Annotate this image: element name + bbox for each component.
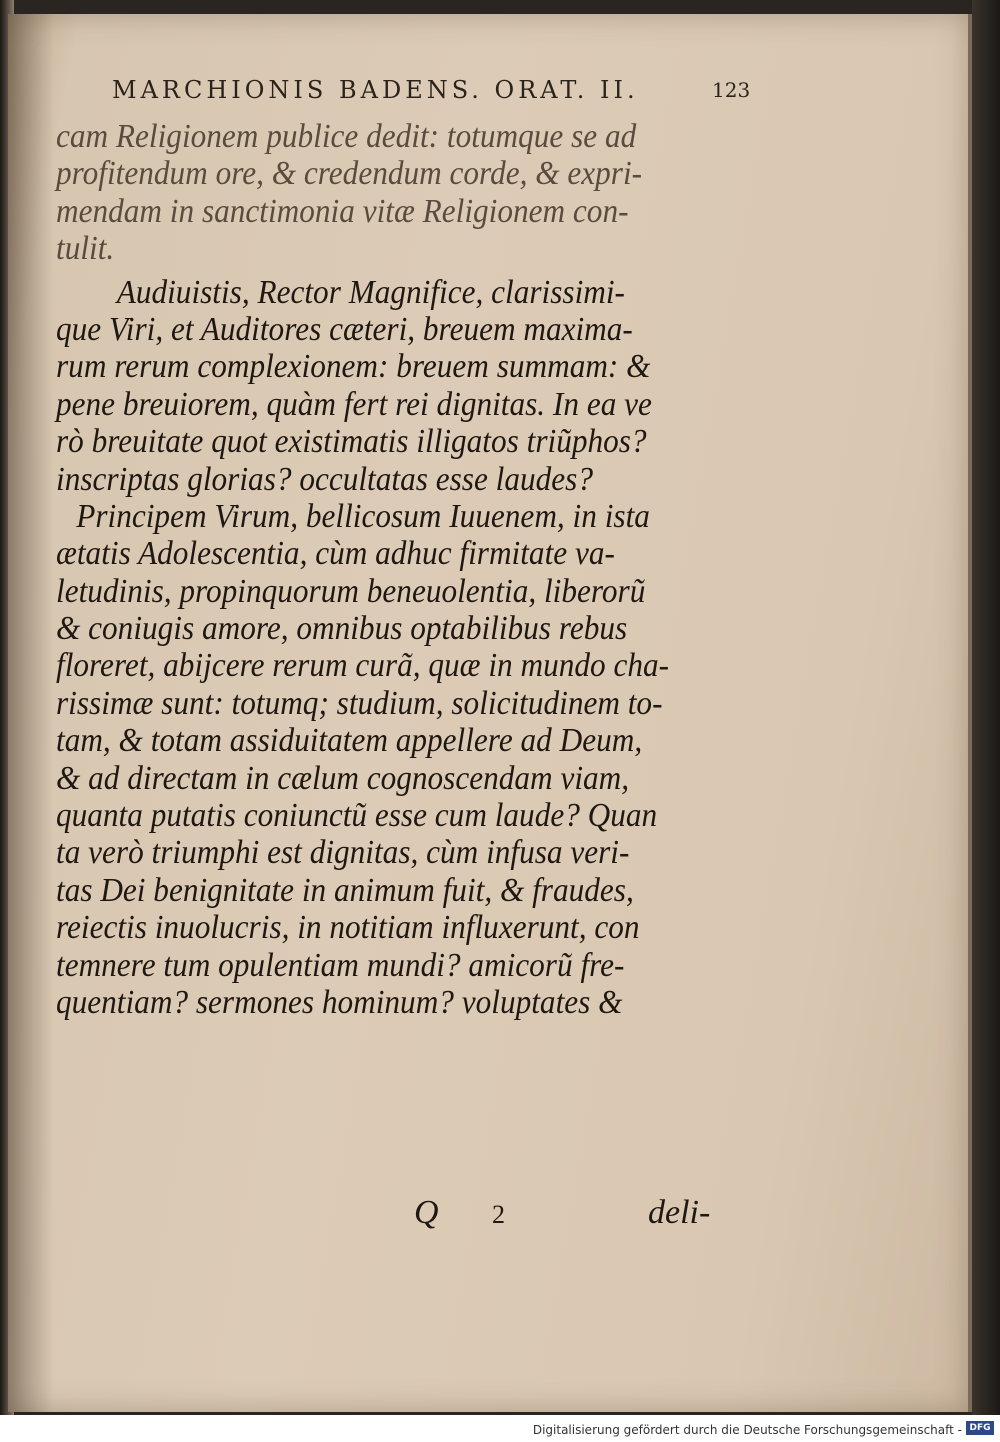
text-line: pene breuiorem, quàm fert rei dignitas. In ea ve: [56, 385, 652, 423]
text-line: rissimæ sunt: totumq; studium, solicitudinem to-: [56, 684, 663, 722]
running-head: MARCHIONIS BADENS. ORAT. II.: [112, 76, 639, 104]
dfg-logo-icon: DFG: [966, 1421, 994, 1435]
footer-credit: Digitalisierung gefördert durch die Deutsche Forschungsgemeinschaft -: [532, 1423, 962, 1437]
text-line: tas Dei benignitate in animum fuit, & fraudes,: [56, 871, 634, 909]
text-line: & coniugis amore, omnibus optabilibus rebus: [56, 610, 628, 648]
text-line: ætatis Adolescentia, cùm adhuc firmitate va-: [56, 535, 615, 573]
text-line: temnere tum opulentiam mundi? amicorũ fre-: [56, 946, 625, 984]
text-line: floreret, abijcere rerum curã, quæ in mundo cha-: [56, 647, 670, 685]
catchword: deli-: [648, 1194, 711, 1231]
signature-number: 2: [492, 1200, 505, 1229]
scan-margin-right: [972, 0, 1000, 1415]
text-line: & ad directam in cælum cognoscendam viam,: [56, 759, 630, 797]
signature-line: [56, 1186, 756, 1236]
text-line: quanta putatis coniunctũ esse cum laude? Quan: [56, 797, 658, 835]
text-line: Principem Virum, bellicosum Iuuenem, in ista: [76, 497, 650, 535]
text-block: [56, 118, 756, 1021]
text-line: Audiuistis, Rector Magnifice, clarissimi-: [116, 273, 625, 311]
text-line: rò breuitate quot existimatis illigatos triũphos?: [56, 423, 647, 461]
text-line: que Viri, et Auditores cæteri, breuem maxima-: [56, 310, 633, 348]
text-line: profitendum ore, & credendum corde, & expri-: [56, 155, 643, 193]
signature-mark: Q: [414, 1194, 439, 1231]
page-spine-shadow: [8, 14, 54, 1412]
text-line: mendam in sanctimonia vitæ Religionem con-: [56, 192, 629, 230]
page-number: 123: [712, 78, 751, 102]
text-line: ta verò triumphi est dignitas, cùm infusa veri-: [56, 834, 630, 872]
text-line: letudinis, propinquorum beneuolentia, liberorũ: [56, 572, 646, 610]
text-line: cam Religionem publice dedit: totumque se ad: [56, 118, 637, 155]
footer-bar: [0, 1415, 1000, 1442]
text-line: tam, & totam assiduitatem appellere ad Deum,: [56, 722, 643, 760]
text-line: inscriptas glorias? occultatas esse laudes?: [56, 460, 593, 498]
text-line: rum rerum complexionem: breuem summam: &: [56, 348, 651, 386]
text-line: tulit.: [56, 230, 115, 268]
text-line: quentiam? sermones hominum? voluptates &: [56, 983, 623, 1021]
text-line: reiectis inuolucris, in notitiam influxerunt, con: [56, 909, 640, 947]
